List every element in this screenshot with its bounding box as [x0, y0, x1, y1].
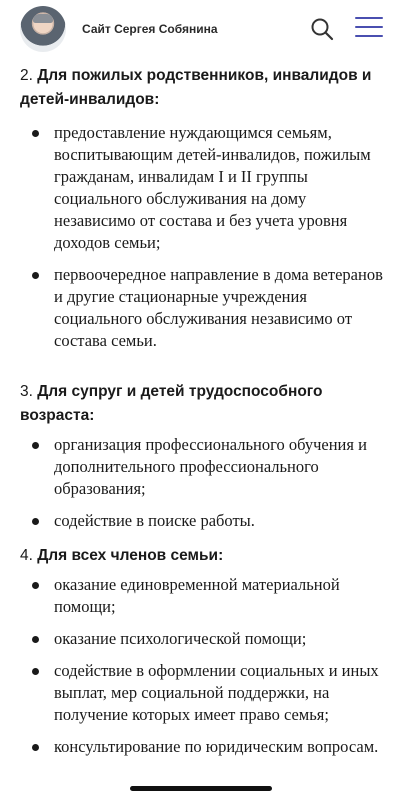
- menu-button[interactable]: [355, 17, 383, 41]
- list-item: предоставление нуждающимся семьям, воспитывающим детей-инвалидов, пожилым гражданам, инвалидам I и II группы социального обслуживания на дому независимо от состава и без учета уровня доходов семьи;: [20, 122, 385, 254]
- home-indicator[interactable]: [130, 786, 272, 791]
- list-item: оказание единовременной материальной помощи;: [20, 574, 385, 618]
- benefits-list: [20, 434, 385, 532]
- list-item: оказание психологической помощи;: [20, 628, 385, 650]
- list-item: содействие в поиске работы.: [20, 510, 385, 532]
- list-item: содействие в оформлении социальных и иных выплат, мер социальной поддержки, на получение которых имеет право семья;: [20, 660, 385, 726]
- section-title: Для супруг и детей трудоспособного возраста:: [20, 383, 323, 424]
- benefits-list: [20, 574, 385, 758]
- search-icon: [309, 16, 335, 42]
- section-heading: [20, 380, 385, 428]
- hamburger-menu-icon: [355, 17, 383, 19]
- section-heading: [20, 64, 385, 112]
- section-number: 2.: [20, 67, 33, 84]
- benefits-list: [20, 122, 385, 352]
- section-working-age: [20, 380, 385, 532]
- section-elderly-disabled: [20, 64, 385, 352]
- section-title: Для пожилых родственников, инвалидов и детей-инвалидов:: [20, 67, 372, 108]
- section-all-members: [20, 544, 385, 758]
- section-heading: [20, 544, 385, 568]
- section-number: 4.: [20, 547, 33, 564]
- top-header: [0, 0, 402, 60]
- section-number: 3.: [20, 383, 33, 400]
- section-title: Для всех членов семьи:: [37, 547, 224, 564]
- list-item: консультирование по юридическим вопросам.: [20, 736, 385, 758]
- list-item: организация профессионального обучения и дополнительного профессионального образования;: [20, 434, 385, 500]
- avatar[interactable]: [20, 6, 66, 52]
- site-title[interactable]: Сайт Сергея Собянина: [82, 22, 218, 36]
- list-item: первоочередное направление в дома ветеранов и другие стационарные учреждения социального обслуживания независимо от состава семьи.: [20, 264, 385, 352]
- hamburger-menu-icon-line: [355, 26, 383, 28]
- search-button[interactable]: [309, 16, 335, 42]
- hamburger-menu-icon-line: [355, 35, 383, 37]
